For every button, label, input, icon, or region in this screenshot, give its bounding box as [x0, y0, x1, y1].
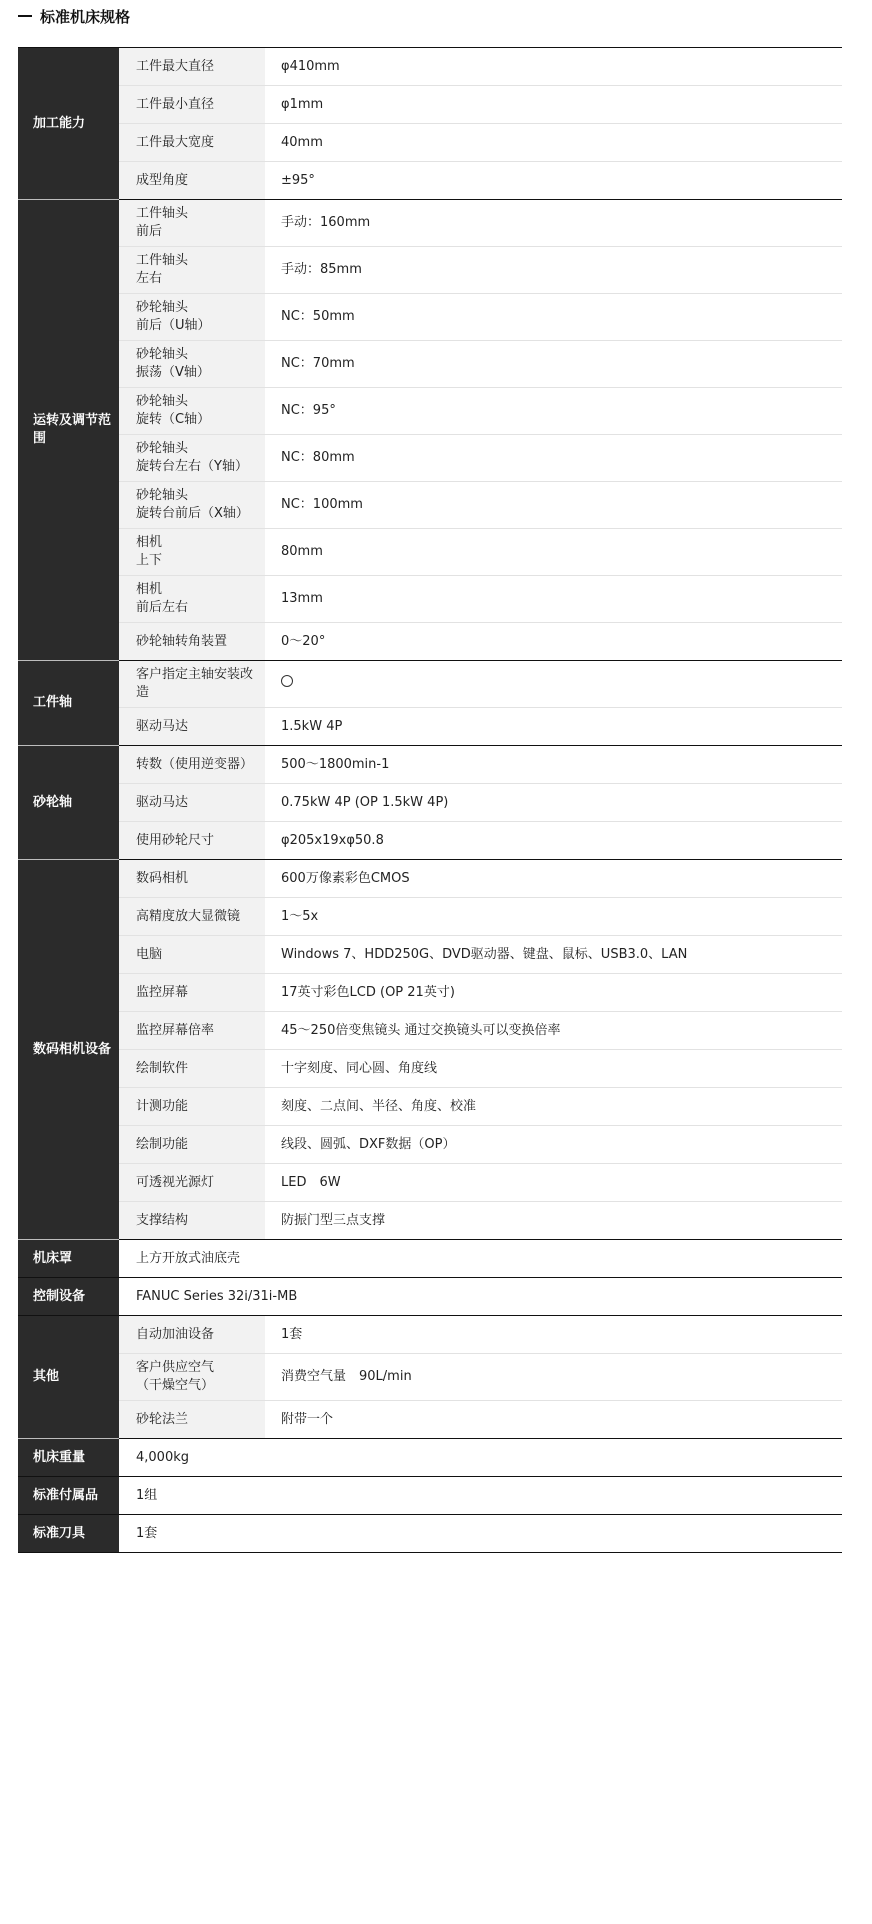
- spec-row: [18, 1439, 842, 1477]
- spec-value: 0.75kW 4P (OP 1.5kW 4P): [265, 784, 842, 822]
- spec-label: [119, 388, 265, 435]
- spec-row: [18, 1164, 842, 1202]
- spec-row: [18, 162, 842, 200]
- spec-label-line: 砂轮轴头: [136, 347, 189, 362]
- spec-value: 13mm: [265, 576, 842, 623]
- spec-row: [18, 1126, 842, 1164]
- spec-label: [119, 341, 265, 388]
- spec-label: 工件最大宽度: [119, 124, 265, 162]
- spec-value: 0～20°: [265, 623, 842, 661]
- spec-row: [18, 200, 842, 247]
- category-label: 标准付属品: [18, 1477, 119, 1515]
- spec-value: NC：70mm: [265, 341, 842, 388]
- spec-value: 刻度、二点间、半径、角度、校准: [265, 1088, 842, 1126]
- spec-label-line: 旋转（C轴）: [136, 412, 211, 427]
- spec-label: [119, 576, 265, 623]
- spec-label: 工件最大直径: [119, 48, 265, 86]
- spec-row: [18, 623, 842, 661]
- spec-label-line: （干燥空气）: [136, 1378, 215, 1393]
- spec-label: 驱动马达: [119, 784, 265, 822]
- spec-value: 17英寸彩色LCD (OP 21英寸): [265, 974, 842, 1012]
- spec-label: 监控屏幕倍率: [119, 1012, 265, 1050]
- spec-label-line: 振荡（V轴）: [136, 365, 210, 380]
- spec-value: NC：95°: [265, 388, 842, 435]
- spec-row: [18, 1477, 842, 1515]
- spec-row: [18, 1012, 842, 1050]
- spec-row: [18, 784, 842, 822]
- spec-value: 手动：85mm: [265, 247, 842, 294]
- spec-value: FANUC Series 32i/31i-MB: [119, 1278, 842, 1316]
- spec-row: [18, 1354, 842, 1401]
- spec-row: [18, 708, 842, 746]
- category-label: 控制设备: [18, 1278, 119, 1316]
- spec-value: 40mm: [265, 124, 842, 162]
- spec-label: [119, 435, 265, 482]
- spec-row: [18, 822, 842, 860]
- spec-label-line: 砂轮轴头: [136, 488, 189, 503]
- spec-value: φ410mm: [265, 48, 842, 86]
- spec-value: 1套: [265, 1316, 842, 1354]
- spec-label-line: 客户指定主轴安装改: [136, 667, 254, 682]
- spec-value: φ205x19xφ50.8: [265, 822, 842, 860]
- spec-row: [18, 529, 842, 576]
- spec-label-line: 客户供应空气: [136, 1360, 215, 1375]
- category-label: 运转及调节范围: [18, 200, 119, 661]
- spec-label-line: 工件轴头: [136, 206, 189, 221]
- spec-label: 高精度放大显微镜: [119, 898, 265, 936]
- spec-value: 600万像素彩色CMOS: [265, 860, 842, 898]
- spec-value: NC：100mm: [265, 482, 842, 529]
- spec-value: 1组: [119, 1477, 842, 1515]
- spec-row: [18, 86, 842, 124]
- page-title: 标准机床规格: [40, 7, 131, 26]
- spec-value: 十字刻度、同心圆、角度线: [265, 1050, 842, 1088]
- spec-label: 监控屏幕: [119, 974, 265, 1012]
- category-label: 其他: [18, 1316, 119, 1439]
- spec-label: [119, 529, 265, 576]
- spec-value: 1.5kW 4P: [265, 708, 842, 746]
- spec-row: [18, 341, 842, 388]
- category-label: 加工能力: [18, 48, 119, 200]
- spec-label: 转数（使用逆变器）: [119, 746, 265, 784]
- spec-value: 80mm: [265, 529, 842, 576]
- spec-label-line: 旋转台前后（X轴）: [136, 506, 249, 521]
- spec-row: [18, 1088, 842, 1126]
- spec-label: 电脑: [119, 936, 265, 974]
- spec-label-line: 砂轮轴头: [136, 394, 189, 409]
- spec-label: [119, 294, 265, 341]
- spec-value: LED 6W: [265, 1164, 842, 1202]
- spec-label-line: 前后左右: [136, 600, 189, 615]
- spec-row: [18, 936, 842, 974]
- spec-row: [18, 1401, 842, 1439]
- spec-value: 消费空气量 90L/min: [265, 1354, 842, 1401]
- spec-value: NC：80mm: [265, 435, 842, 482]
- spec-row: [18, 1278, 842, 1316]
- spec-label: 支撑结构: [119, 1202, 265, 1240]
- spec-row: [18, 247, 842, 294]
- spec-label-line: 相机: [136, 582, 163, 597]
- spec-label: 可透视光源灯: [119, 1164, 265, 1202]
- spec-value: Windows 7、HDD250G、DVD驱动器、键盘、鼠标、USB3.0、LAN: [265, 936, 842, 974]
- spec-label-line: 左右: [136, 271, 163, 286]
- circle-icon: [281, 675, 293, 687]
- spec-row: [18, 661, 842, 708]
- heading-dash-icon: [18, 15, 32, 17]
- spec-label: [119, 200, 265, 247]
- spec-label-line: 砂轮轴头: [136, 441, 189, 456]
- spec-label-line: 砂轮轴头: [136, 300, 189, 315]
- spec-row: [18, 482, 842, 529]
- category-label: 工件轴: [18, 661, 119, 746]
- spec-row: [18, 435, 842, 482]
- spec-label: 自动加油设备: [119, 1316, 265, 1354]
- category-label: 砂轮轴: [18, 746, 119, 860]
- spec-label: 砂轮轴转角装置: [119, 623, 265, 661]
- spec-value: 上方开放式油底壳: [119, 1240, 842, 1278]
- spec-value: ±95°: [265, 162, 842, 200]
- spec-table-body: [18, 48, 842, 1553]
- spec-label: 砂轮法兰: [119, 1401, 265, 1439]
- spec-value: 防振门型三点支撑: [265, 1202, 842, 1240]
- spec-row: [18, 746, 842, 784]
- spec-value: 500～1800min-1: [265, 746, 842, 784]
- spec-row: [18, 576, 842, 623]
- category-label: 机床重量: [18, 1439, 119, 1477]
- spec-row: [18, 388, 842, 435]
- section-heading: [18, 3, 130, 29]
- spec-label: 计测功能: [119, 1088, 265, 1126]
- spec-value: 45～250倍变焦镜头 通过交换镜头可以变换倍率: [265, 1012, 842, 1050]
- category-label: 机床罩: [18, 1240, 119, 1278]
- spec-label: [119, 482, 265, 529]
- spec-value: NC：50mm: [265, 294, 842, 341]
- spec-label-line: 相机: [136, 535, 163, 550]
- spec-label: [119, 661, 265, 708]
- spec-value: 1套: [119, 1515, 842, 1553]
- spec-row: [18, 1202, 842, 1240]
- spec-label-line: 前后: [136, 224, 163, 239]
- spec-row: [18, 974, 842, 1012]
- spec-row: [18, 48, 842, 86]
- spec-row: [18, 1316, 842, 1354]
- spec-label: [119, 247, 265, 294]
- spec-row: [18, 898, 842, 936]
- spec-label: 成型角度: [119, 162, 265, 200]
- spec-value: 手动：160mm: [265, 200, 842, 247]
- spec-label: 驱动马达: [119, 708, 265, 746]
- category-label: 数码相机设备: [18, 860, 119, 1240]
- spec-label-line: 造: [136, 685, 150, 700]
- spec-label: 绘制软件: [119, 1050, 265, 1088]
- spec-value: 1～5x: [265, 898, 842, 936]
- spec-row: [18, 1050, 842, 1088]
- spec-value: [265, 661, 842, 708]
- spec-row: [18, 124, 842, 162]
- spec-row: [18, 860, 842, 898]
- spec-label: 工件最小直径: [119, 86, 265, 124]
- spec-label-line: 工件轴头: [136, 253, 189, 268]
- spec-row: [18, 294, 842, 341]
- spec-value: φ1mm: [265, 86, 842, 124]
- spec-row: [18, 1515, 842, 1553]
- category-label: 标准刀具: [18, 1515, 119, 1553]
- spec-label-line: 上下: [136, 553, 163, 568]
- spec-row: [18, 1240, 842, 1278]
- spec-label: 数码相机: [119, 860, 265, 898]
- spec-value: 线段、圆弧、DXF数据（OP）: [265, 1126, 842, 1164]
- spec-value: 附带一个: [265, 1401, 842, 1439]
- spec-value: 4,000kg: [119, 1439, 842, 1477]
- spec-label: 绘制功能: [119, 1126, 265, 1164]
- spec-label-line: 前后（U轴）: [136, 318, 211, 333]
- spec-label-line: 旋转台左右（Y轴）: [136, 459, 248, 474]
- spec-label: 使用砂轮尺寸: [119, 822, 265, 860]
- spec-label: [119, 1354, 265, 1401]
- spec-table: [18, 47, 842, 1553]
